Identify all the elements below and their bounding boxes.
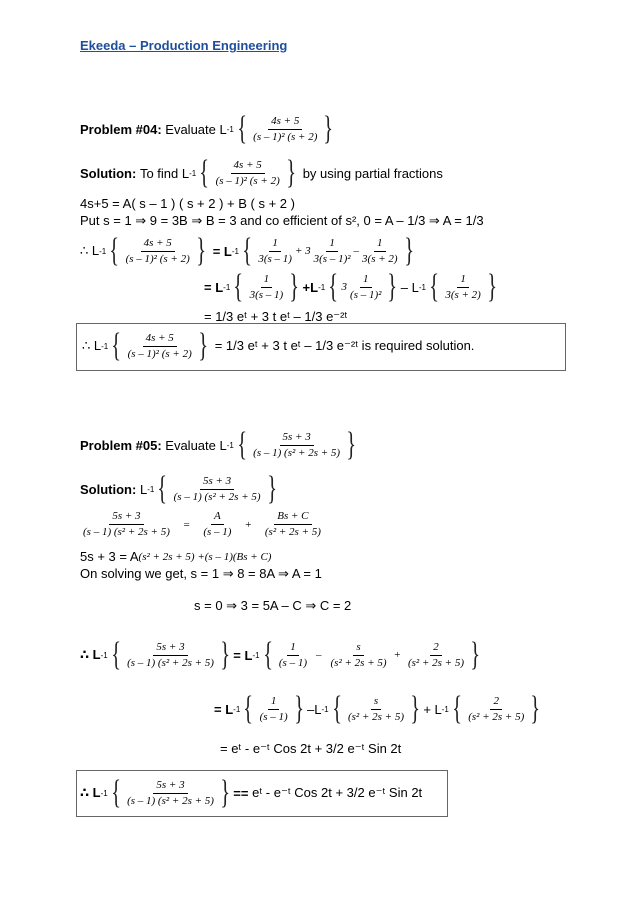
therefore-symbol: ∴ L xyxy=(80,243,100,258)
brace-right: } xyxy=(403,232,414,269)
fraction-numerator: 4s + 5 xyxy=(268,115,302,130)
fraction-denominator: (s² + 2s + 5) xyxy=(347,710,404,723)
therefore-symbol: ∴ L xyxy=(82,338,102,353)
fraction-denominator: (s – 1)² xyxy=(350,288,382,301)
solution-label: Solution: xyxy=(80,481,137,497)
fraction-numerator: 5s + 3 xyxy=(153,779,187,794)
brace-right: } xyxy=(293,690,304,727)
plus-l: + L xyxy=(423,701,442,717)
minus-l: – L xyxy=(400,279,419,295)
fraction-numerator: 1 xyxy=(261,273,273,288)
fraction xyxy=(328,641,390,670)
fraction-numerator: 1 xyxy=(326,237,338,252)
brace-left: { xyxy=(243,690,254,727)
fraction-denominator: 3(s + 2) xyxy=(445,288,481,301)
brace-left: { xyxy=(429,268,440,305)
inverse-superscript: -1 xyxy=(418,282,426,292)
therefore-symbol: ∴ L xyxy=(80,785,101,800)
boxed-result: eᵗ - e⁻ᵗ Cos 2t + 3/2 e⁻ᵗ Sin 2t xyxy=(252,785,423,800)
problem4-line1: 4s+5 = A( s – 1 ) ( s + 2 ) + B ( s + 2 ) xyxy=(80,196,295,211)
double-equals: == xyxy=(233,785,249,801)
problem5-expansion xyxy=(80,638,483,672)
solution-label: Solution: xyxy=(80,165,137,181)
fraction xyxy=(123,237,193,266)
fraction-numerator: 1 xyxy=(287,641,299,656)
solution-text: L xyxy=(139,481,148,497)
fraction xyxy=(125,332,195,361)
fraction-numerator: s xyxy=(371,695,381,710)
equals-l: = L xyxy=(233,647,253,663)
fraction xyxy=(405,641,467,670)
inverse-superscript: -1 xyxy=(226,124,234,134)
fraction-denominator: 3(s + 2) xyxy=(362,252,398,265)
brace-left: { xyxy=(328,268,339,305)
fraction-denominator: (s – 1)² (s + 2) xyxy=(215,174,280,187)
brace-left: { xyxy=(262,636,273,673)
problem4-statement xyxy=(80,112,337,146)
brace-left: { xyxy=(237,426,247,463)
fraction xyxy=(200,510,234,539)
fraction-denominator: 3(s – 1)² xyxy=(313,252,351,265)
fraction-denominator: (s – 1) (s² + 2s + 5) xyxy=(173,490,261,503)
solution-fraction xyxy=(171,475,264,504)
inverse-superscript: -1 xyxy=(189,168,197,178)
fraction-denominator: (s – 1)² (s + 2) xyxy=(253,130,318,143)
fraction-denominator: (s – 1) (s² + 2s + 5) xyxy=(127,656,214,669)
fraction-denominator: 3(s – 1) xyxy=(249,288,284,301)
brace-left: { xyxy=(109,232,120,269)
brace-left: { xyxy=(331,690,342,727)
brace-right: } xyxy=(286,154,296,191)
therefore-symbol: ∴ L xyxy=(80,647,101,662)
inverse-superscript: -1 xyxy=(147,484,155,494)
brace-left: { xyxy=(157,470,168,507)
problem5-solution-line xyxy=(80,472,280,506)
problem4-boxed-answer xyxy=(82,329,474,363)
fraction xyxy=(345,695,407,724)
fraction-numerator: s xyxy=(353,641,363,656)
problem4-label: Problem #04: xyxy=(80,121,162,137)
fraction-numerator: 1 xyxy=(374,237,386,252)
fraction-denominator: 3(s – 1) xyxy=(258,252,292,265)
brace-left: { xyxy=(242,232,253,269)
fraction-denominator: (s² + 2s + 5) xyxy=(264,526,321,538)
fraction-numerator: 2 xyxy=(430,641,442,656)
minus-l: –L xyxy=(307,701,322,717)
equals-l: = L xyxy=(214,701,234,717)
brace-right: } xyxy=(387,268,398,305)
fraction-numerator: 4s + 5 xyxy=(143,332,177,347)
fraction-denominator: (s – 1) (s² + 2s + 5) xyxy=(253,446,341,459)
brace-left: { xyxy=(237,110,247,147)
fraction xyxy=(124,779,217,808)
equals-l: = L xyxy=(204,279,224,295)
fraction-denominator: (s² + 2s + 5) xyxy=(407,656,464,669)
brace-left: { xyxy=(111,774,121,811)
fraction xyxy=(442,273,484,302)
fraction-numerator: A xyxy=(211,510,224,525)
inverse-superscript: -1 xyxy=(441,704,449,714)
fraction xyxy=(262,510,324,539)
fraction-denominator: (s² + 2s + 5) xyxy=(468,710,525,723)
fraction xyxy=(311,237,354,266)
fraction-numerator: 4s + 5 xyxy=(141,237,175,252)
fraction-numerator: 5s + 3 xyxy=(200,475,234,490)
inverse-superscript: -1 xyxy=(223,282,231,292)
brace-left: { xyxy=(111,636,121,673)
plus-sign: + xyxy=(244,518,252,531)
fraction-denominator: (s – 1)² (s + 2) xyxy=(125,252,190,265)
inverse-superscript: -1 xyxy=(101,341,109,351)
fraction xyxy=(347,273,384,302)
minus-sign: – xyxy=(316,649,322,661)
problem5-statement xyxy=(80,428,359,462)
fraction-numerator: 1 xyxy=(360,273,372,288)
fraction-denominator: (s² + 2s + 5) xyxy=(330,656,387,669)
solution-fraction xyxy=(213,159,283,188)
plus-l: +L xyxy=(302,279,319,295)
equals-sign: = xyxy=(182,518,191,531)
problem5-partial-fraction-setup xyxy=(80,510,324,539)
inverse-superscript: -1 xyxy=(231,246,239,256)
brace-right: } xyxy=(346,426,357,463)
fraction-numerator: 1 xyxy=(269,237,281,252)
fraction xyxy=(247,273,287,302)
brace-right: } xyxy=(266,470,277,507)
inverse-superscript: -1 xyxy=(226,440,234,450)
problem4-solution-line xyxy=(80,156,443,190)
fraction-numerator: 5s + 3 xyxy=(280,431,314,446)
plus-three: + 3 xyxy=(294,245,311,257)
fraction xyxy=(255,237,295,266)
solution-suffix: by using partial fractions xyxy=(302,165,443,181)
brace-right: } xyxy=(470,636,481,673)
problem5-prompt: Evaluate L xyxy=(165,437,227,453)
brace-right: } xyxy=(196,232,206,269)
brace-right: } xyxy=(198,327,208,364)
fraction-denominator: (s – 1) xyxy=(259,710,288,723)
fraction xyxy=(276,641,310,670)
inverse-superscript: -1 xyxy=(100,788,108,798)
solution-text: To find L xyxy=(139,165,190,181)
brace-left: { xyxy=(199,154,210,191)
fraction-numerator: 5s + 3 xyxy=(109,510,143,525)
problem4-result-line: = 1/3 eᵗ + 3 t eᵗ – 1/3 e⁻²ᵗ xyxy=(204,309,348,324)
fraction-denominator: (s – 1)² (s + 2) xyxy=(127,347,192,360)
fraction-numerator: 1 xyxy=(457,273,469,288)
identity-prefix: 5s + 3 = A xyxy=(80,549,139,564)
brace-right: } xyxy=(220,636,231,673)
minus-sign: – xyxy=(353,245,360,257)
problem5-label: Problem #05: xyxy=(80,437,162,453)
brace-right: } xyxy=(410,690,421,727)
plus-sign: + xyxy=(393,649,401,661)
inverse-superscript: -1 xyxy=(100,650,108,660)
fraction-numerator: 2 xyxy=(490,695,502,710)
problem4-line2: Put s = 1 ⇒ 9 = 3B ⇒ B = 3 and co efficient of s², 0 = A – 1/3 ⇒ A = 1/3 xyxy=(80,213,484,228)
problem5-identity-line xyxy=(80,549,271,564)
inverse-superscript: -1 xyxy=(233,704,241,714)
brace-left: { xyxy=(452,690,462,727)
fraction-denominator: (s – 1) xyxy=(278,656,307,669)
brace-right: } xyxy=(530,690,541,727)
fraction-denominator: (s – 1) (s² + 2s + 5) xyxy=(127,794,214,807)
fraction-numerator: 5s + 3 xyxy=(153,641,187,656)
problem5-solve-line2: s = 0 ⇒ 3 = 5A – C ⇒ C = 2 xyxy=(194,598,352,613)
fraction-numerator: Bs + C xyxy=(274,510,311,525)
equals-l: = L xyxy=(212,243,232,259)
brace-left: { xyxy=(111,327,122,364)
fraction-denominator: (s – 1) xyxy=(203,526,232,538)
problem5-solve-line: On solving we get, s = 1 ⇒ 8 = 8A ⇒ A = 1 xyxy=(80,566,322,581)
fraction-numerator: 4s + 5 xyxy=(231,159,265,174)
brace-right: } xyxy=(323,110,334,147)
brace-right: } xyxy=(289,268,300,305)
brace-left: { xyxy=(233,268,244,305)
problem4-partial-fractions xyxy=(80,234,417,268)
problem4-split-terms xyxy=(204,270,500,304)
header-title: Ekeeda – Production Engineering xyxy=(80,38,288,53)
problem5-final-line: = eᵗ - e⁻ᵗ Cos 2t + 3/2 e⁻ᵗ Sin 2t xyxy=(220,741,402,756)
problem5-boxed-answer xyxy=(80,776,422,810)
fraction-denominator: (s – 1) (s² + 2s + 5) xyxy=(83,526,170,538)
fraction xyxy=(465,695,527,724)
inverse-superscript: -1 xyxy=(252,650,260,660)
problem5-main-fraction xyxy=(250,431,343,460)
inverse-superscript: -1 xyxy=(318,282,326,292)
fraction xyxy=(124,641,217,670)
fraction xyxy=(359,237,401,266)
problem5-split-terms xyxy=(214,692,544,726)
identity-rest: (s² + 2s + 5) +(s – 1)(Bs + C) xyxy=(138,550,272,563)
fraction xyxy=(257,695,291,724)
coefficient: 3 xyxy=(341,281,348,293)
problem4-prompt: Evaluate L xyxy=(165,121,227,137)
boxed-result: = 1/3 eᵗ + 3 t eᵗ – 1/3 e⁻²ᵗ is required solution. xyxy=(214,338,475,353)
brace-right: } xyxy=(487,268,497,305)
problem4-main-fraction xyxy=(250,115,320,144)
inverse-superscript: -1 xyxy=(99,246,107,256)
brace-right: } xyxy=(220,774,231,811)
fraction-numerator: 1 xyxy=(268,695,280,710)
inverse-superscript: -1 xyxy=(321,704,329,714)
fraction xyxy=(80,510,173,539)
